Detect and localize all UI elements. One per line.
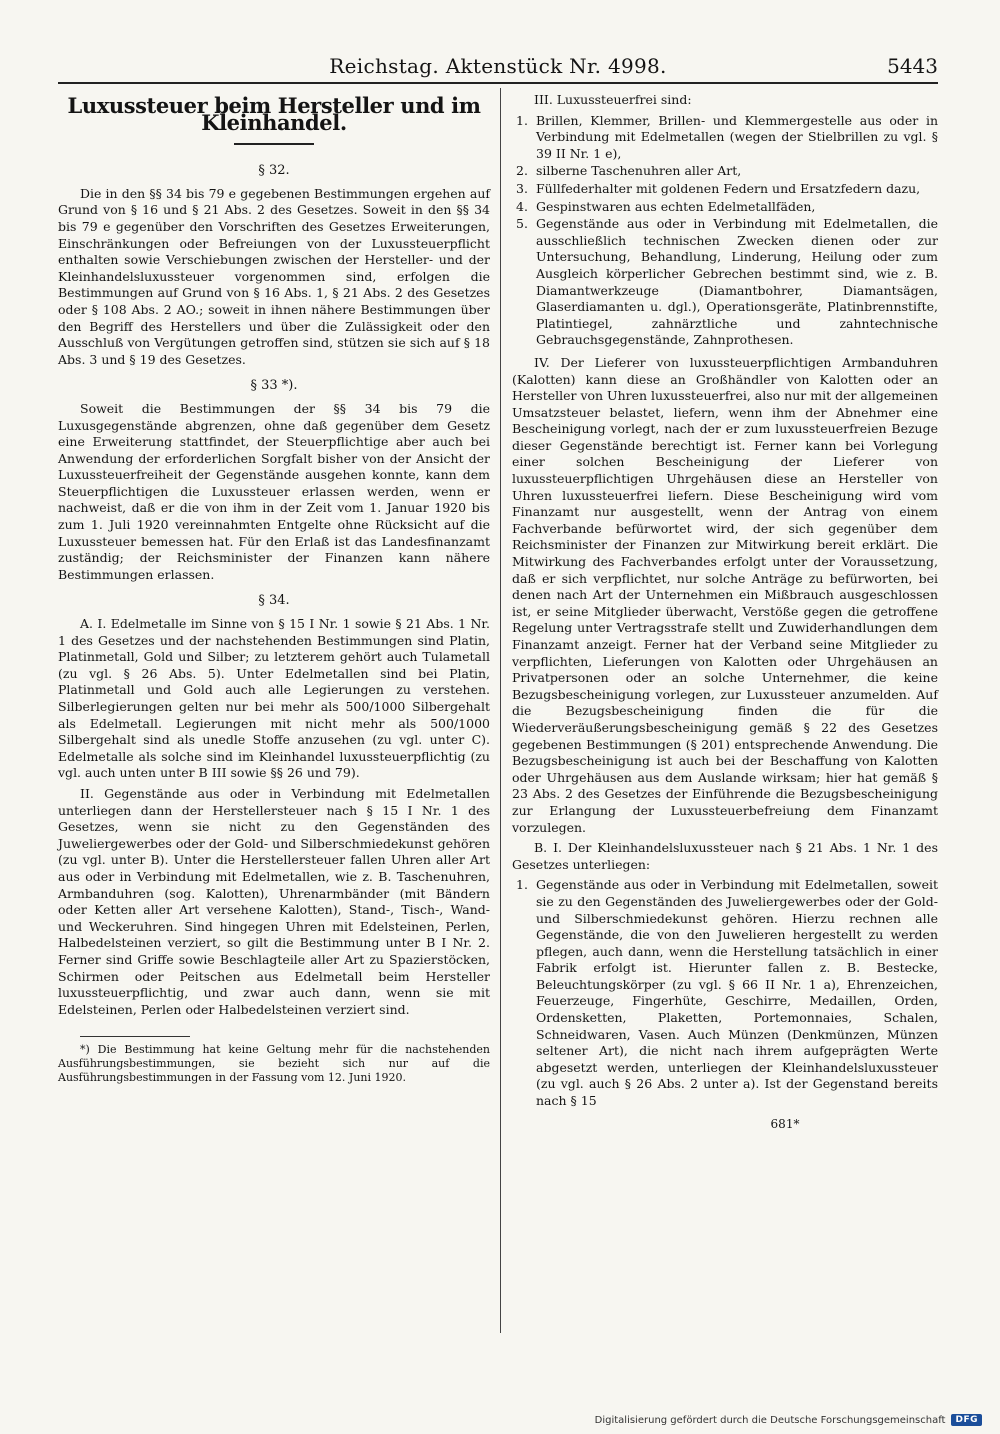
list-item: 4. Gespinstwaren aus echten Edelmetallfäden, [516,198,816,214]
footnote-rule [80,1036,190,1037]
footnote: *) Die Bestimmung hat keine Geltung mehr für die nachstehenden Ausführungsbestimmungen, sie bezieht sich nur auf die Ausführungsbestimmungen in der Fassung vom 12. Juni 1920. [58,1043,490,1085]
paragraph-34-a2: II. Gegenstände aus oder in Verbindung mit Edelmetallen unterliegen dann der Herstellersteuer nach § 15 I Nr. 1 des Gesetzes, wenn sie nicht zu den Gegenständen des Juweliergewerbes oder der Gold- und Silberschmiedekunst gehören (zu vgl. unter B). Unter die Herstellersteuer fallen Uhren aller Art aus oder in Verbindung mit Edelmetallen, wie z. B. Taschenuhren, Armbanduhren (sog. Kalotten), Uhrenarmbänder (mit Bändern oder Ketten aller Art versehene Kalotten), Stand-, Tisch-, Wand- und Weckeruhren. Sind hingegen Uhren mit Edelsteinen, Perlen, Halbedelsteinen verziert, so gilt die Bestimmung unter B I Nr. 2. Ferner sind Griffe sowie Beschlagteile aller Art zu Spazierstöcken, Schirmen oder Peitschen aus Edelmetall beim Hersteller luxussteuerpflichtig, und zwar auch dann, wenn sie mit Edelsteinen, Perlen oder Halbedelsteinen verziert sind. [58,785,490,1017]
paragraph-heading-32: § 32. [258,163,290,179]
paragraph-33-text: Soweit die Bestimmungen der §§ 34 bis 79 die Luxusgegenstände abgrenzen, ohne daß gegenüber dem Gesetz eine Erweiterung stattfindet, der Steuerpflichtige aber auch bei Anwendung der erforderlichen Sorgfalt bisher von der Ansicht der Luxussteuerfreiheit der Gegenstände ausgehen konnte, kann dem Steuerpflichtigen die Luxussteuer erlassen werden, wenn er nachweist, daß er die von ihm in der Zeit vom 1. Januar 1920 bis zum 1. Juli 1920 vereinnahmten Entgelte ohne Rücksicht auf die Luxussteuer bemessen hat. Für den Erlaß ist das Landesfinanzamt zuständig; der Reichsminister der Finanzen kann nähere Bestimmungen erlassen. [58,400,490,582]
right-column [512,92,938,1132]
list-item: 1. Gegenstände aus oder in Verbindung mit Edelmetallen, soweit sie zu den Gegenständen des Juweliergewerbes oder der Gold- und Silberschmiedekunst gehören. Hierzu rechnen alle Gegenstände, die von den Juwelieren hergestellt zu werden pflegen, auch dann, wenn die Herstellung tatsächlich in einer Fabrik erfolgt ist. Hierunter fallen z. B. Bestecke, Beleuchtungskörper (zu vgl. § 66 II Nr. 1 a), Ehrenzeichen, Feuerzeuge, Fingerhüte, Geschirre, Medaillen, Orden, Ordensketten, Plaketten, Portemonnaies, Schalen, Schneidwaren, Vasen. Auch Münzen (Denkmünzen, Münzen seltener Art), die nicht nach ihrem aufgeprägten Werte abgesetzt werden, unterliegen der Kleinhandelsluxussteuer (zu vgl. auch § 26 Abs. 2 unter a). Ist der Gegenstand bereits nach § 15 [516,877,938,1109]
running-head: Reichstag. Aktenstück Nr. 4998. [329,54,667,78]
list-item: 5. Gegenstände aus oder in Verbindung mit Edelmetallen, die ausschließlich technischen Zwecken dienen oder zur Untersuchung, Behandlung, Linderung, Heilung oder zum Ausgleich körperlicher Gebrechen bestimmt sind, wie z. B. Diamantwerkzeuge (Diamantbohrer, Diamantsägen, Glaserdiamanten u. dgl.), Operationsgeräte, Platinbrennstifte, Platintiegel, zahnärztliche und zahntechnische Gebrauchsgegenstände, Zahnprothesen. [516,216,938,348]
paragraph-heading-34: § 34. [258,593,290,609]
title-rule [234,143,314,145]
section-bi-intro: B. I. Der Kleinhandelsluxussteuer nach § 21 Abs. 1 Nr. 1 des Gesetzes unterliegen: [512,840,938,872]
credit-text: Digitalisierung gefördert durch die Deutsche Forschungsgemeinschaft [594,1414,946,1426]
list-item: 3. Füllfederhalter mit goldenen Federn und Ersatzfedern dazu, [516,180,921,196]
page-header [58,52,938,84]
left-column [58,92,490,1085]
column-divider [500,88,501,1333]
list-item: 1. Brillen, Klemmer, Brillen- und Klemmergestelle aus oder in Verbindung mit Edelmetallen (wegen der Stielbrillen zu vgl. § 39 II Nr. 1 e), [516,112,938,161]
paragraph-heading-33: § 33 *). [250,378,298,394]
paragraph-34-a1: A. I. Edelmetalle im Sinne von § 15 I Nr. 1 sowie § 21 Abs. 1 Nr. 1 des Gesetzes und der nachstehenden Bestimmungen sind Platin, Platinmetall, Gold und Silber; zu letzterem gehört auch Tulametall (zu vgl. § 26 Abs. 5). Unter Edelmetallen sind bei Platin, Platinmetall und Gold auch alle Legierungen zu verstehen. Silberlegierungen gelten nur bei mehr als 500/1000 Silbergehalt als Edelmetall. Legierungen mit nicht mehr als 500/1000 Silbergehalt sind als unedle Stoffe anzusehen (zu vgl. unter C). Edelmetalle als solche sind im Kleinhandel luxussteuerpflichtig (zu vgl. auch unten unter B III sowie §§ 26 und 79). [58,616,490,781]
paragraph-32-text: Die in den §§ 34 bis 79 e gegebenen Bestimmungen ergehen auf Grund von § 16 und § 21 Abs. 2 des Gesetzes. Soweit in den §§ 34 bis 79 e gegenüber den Vorschriften des Gesetzes Erweiterungen, Einschränkungen oder Befreiungen von der Luxussteuerpflicht enthalten sowie Verschiebungen zwischen der Hersteller- und der Kleinhandelsluxussteuer vorgenommen sind, erfolgen die Bestimmungen auf Grund von § 16 Abs. 1, § 21 Abs. 2 des Gesetzes oder § 108 Abs. 2 AO.; soweit in ihnen nähere Bestimmungen über den Begriff des Herstellers und über die Zulässigkeit oder den Ausschluß von Vergütungen getroffen sind, stützen sie sich auf § 18 Abs. 3 und § 19 des Gesetzes. [58,185,490,367]
page-number: 5443 [887,54,938,78]
dfg-logo: DFG [951,1414,982,1426]
section-title: Luxussteuer beim Hersteller und im Kleinhandel. [67,93,481,135]
section-iv-text: IV. Der Lieferer von luxussteuerpflichtigen Armbanduhren (Kalotten) kann diese an Großhändler von Kalotten oder an Hersteller von Uhren luxussteuerfrei, also nur mit der allgemeinen Umsatzsteuer belastet, liefern, wenn ihm der Abnehmer eine Bescheinigung vorlegt, nach der er zum luxussteuerfreien Bezuge dieser Gegenstände berechtigt ist. Ferner kann bei Vorlegung einer solchen Bescheinigung der Lieferer von luxussteuerpflichtigen Uhrgehäusen diese an Hersteller von Uhren luxussteuerfrei liefern. Diese Bescheinigung wird vom Finanzamt nur ausgestellt, wenn der Antrag von einem Fachverbande befürwortet wird, der sich gegenüber dem Reichsminister der Finanzen zur Mitwirkung bereit erklärt. Die Mitwirkung des Fachverbandes erfolgt unter der Voraussetzung, daß er sich verpflichtet, nur solche Anträge zu befürworten, bei denen nach Art der Unternehmen ein Mißbrauch ausgeschlossen ist, er seine Mitglieder überwacht, Verstöße gegen die getroffene Regelung unter Vertragsstrafe stellt und Zuwiderhandlungen dem Finanzamt anzeigt. Ferner hat der Verband seine Mitglieder zu verpflichten, Lieferungen von Kalotten oder Uhrgehäusen an Privatpersonen oder an solche Unternehmer, die keine Bezugsbescheinigung vorlegen, zur Luxussteuer anzumelden. Auf die Bezugsbescheinigung finden die für die Wiederveräußerungsbescheinigung gemäß § 22 des Gesetzes gegebenen Bestimmungen (§ 201) entsprechende Anwendung. Die Bezugsbescheinigung ist auch bei der Beschaffung von Kalotten oder Uhrgehäusen aus dem Auslande wirksam; hier hat gemäß § 23 Abs. 2 des Gesetzes der Einführende die Bezugsbescheinigung zur Erlangung der Luxussteuerbefreiung dem Finanzamt vorzulegen. [512,354,939,835]
digitization-credit [595,1414,982,1426]
section-iii-intro: III. Luxussteuerfrei sind: [534,92,692,107]
list-item: 2. silberne Taschenuhren aller Art, [516,163,742,179]
signature-mark: 681* [770,1116,800,1131]
section-bi-list [512,877,938,1109]
section-iii-list [512,113,938,349]
